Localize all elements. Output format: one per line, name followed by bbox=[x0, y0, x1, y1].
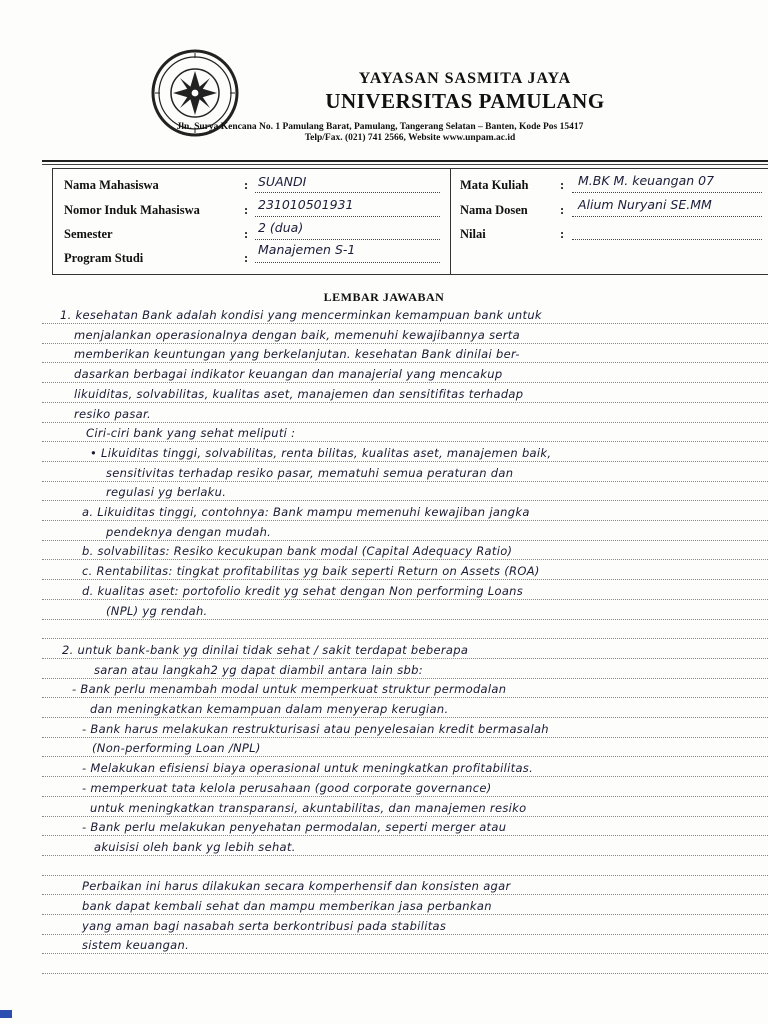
ruled-line bbox=[42, 638, 768, 639]
label-student-id: Nomor Induk Mahasiswa bbox=[64, 203, 200, 217]
answer-line: 2. untuk bank-bank yg dinilai tidak sehat / sakit terdapat beberapa bbox=[62, 642, 469, 657]
answer-line: d. kualitas aset: portofolio kredit yg sehat dengan Non performing Loans bbox=[82, 583, 524, 598]
colon: : bbox=[244, 251, 249, 265]
answer-line: (Non-performing Loan /NPL) bbox=[92, 741, 261, 756]
answer-line: Ciri-ciri bank yang sehat meliputi : bbox=[86, 426, 296, 441]
fill-line bbox=[255, 239, 440, 240]
ruled-line bbox=[42, 796, 768, 797]
value-study-program: Manajemen S-1 bbox=[258, 242, 356, 257]
ruled-line bbox=[42, 343, 768, 344]
ruled-line bbox=[42, 934, 768, 935]
ruled-line bbox=[42, 441, 768, 442]
ruled-line bbox=[42, 382, 768, 383]
answer-line: yang aman bagi nasabah serta berkontribusi pada stabilitas bbox=[82, 918, 447, 933]
value-course: M.BK M. keuangan 07 bbox=[578, 173, 715, 188]
answer-line: memberikan keuntungan yang berkelanjutan. kesehatan Bank dinilai ber- bbox=[74, 347, 520, 362]
answer-line: - Bank perlu menambah modal untuk memperkuat struktur permodalan bbox=[72, 682, 507, 697]
label-grade: Nilai bbox=[460, 227, 486, 241]
ruled-line bbox=[42, 658, 768, 659]
answer-line: pendeknya dengan mudah. bbox=[106, 524, 272, 539]
ruled-line bbox=[42, 579, 768, 580]
ruled-line bbox=[42, 540, 768, 541]
fill-line bbox=[572, 216, 762, 217]
info-box-divider bbox=[450, 168, 451, 275]
answer-line: c. Rentabilitas: tingkat profitabilitas yg baik seperti Return on Assets (ROA) bbox=[82, 564, 540, 579]
ruled-line bbox=[42, 559, 768, 560]
answer-line: resiko pasar. bbox=[74, 406, 151, 421]
ruled-line bbox=[42, 835, 768, 836]
value-student-id: 231010501931 bbox=[258, 197, 354, 212]
colon: : bbox=[244, 178, 249, 192]
answer-line: regulasi yg berlaku. bbox=[106, 485, 227, 500]
university-contact: Telp/Fax. (021) 741 2566, Website www.unpam.ac.id bbox=[304, 133, 516, 143]
answer-line: - memperkuat tata kelola perusahaan (good corporate governance) bbox=[82, 780, 492, 795]
answer-line: - Melakukan efisiensi biaya operasional untuk meningkatkan profitabilitas. bbox=[82, 761, 534, 776]
answer-line: bank dapat kembali sehat dan mampu memberikan jasa perbankan bbox=[82, 899, 492, 913]
answer-line: likuiditas, solvabilitas, kualitas aset, manajemen dan sensitifitas terhadap bbox=[74, 386, 524, 401]
ruled-line bbox=[42, 914, 768, 915]
colon: : bbox=[244, 203, 249, 217]
ruled-line bbox=[42, 894, 768, 895]
ruled-line bbox=[42, 816, 768, 817]
ruled-line bbox=[42, 481, 768, 482]
ruled-line bbox=[42, 776, 768, 777]
ruled-line bbox=[42, 717, 768, 718]
ruled-line bbox=[42, 855, 768, 856]
ruled-line bbox=[42, 756, 768, 757]
colon: : bbox=[560, 203, 565, 217]
university-address: Jln. Surya Kencana No. 1 Pamulang Barat, Pamulang, Tangerang Selatan – Banten, Kode Pos 15417 bbox=[176, 122, 584, 132]
ruled-line bbox=[42, 619, 768, 620]
label-course: Mata Kuliah bbox=[460, 178, 529, 192]
answer-line: dasarkan berbagai indikator keuangan dan manajerial yang mencakup bbox=[74, 367, 503, 382]
label-student-name: Nama Mahasiswa bbox=[64, 178, 159, 192]
ruled-line bbox=[42, 362, 768, 363]
ruled-line bbox=[42, 697, 768, 698]
ruled-line bbox=[42, 875, 768, 876]
answer-line: akuisisi oleh bank yg lebih sehat. bbox=[94, 839, 296, 854]
answer-line: a. Likuiditas tinggi, contohnya: Bank mampu memenuhi kewajiban jangka bbox=[82, 505, 530, 519]
ruled-line bbox=[42, 599, 768, 600]
answer-line: Perbaikan ini harus dilakukan secara komperhensif dan konsisten agar bbox=[82, 879, 511, 894]
value-semester: 2 (dua) bbox=[258, 220, 304, 235]
section-title: LEMBAR JAWABAN bbox=[323, 290, 445, 304]
ruled-line bbox=[42, 422, 768, 423]
ruled-line bbox=[42, 678, 768, 679]
answer-line: untuk meningkatkan transparansi, akuntabilitas, dan manajemen resiko bbox=[90, 800, 527, 815]
foundation-name: YAYASAN SASMITA JAYA bbox=[358, 70, 572, 87]
answer-area bbox=[42, 305, 768, 985]
ruled-line bbox=[42, 953, 768, 954]
ruled-line bbox=[42, 402, 768, 403]
colon: : bbox=[560, 227, 565, 241]
scan-edge-mark bbox=[0, 1010, 12, 1018]
ruled-line bbox=[42, 737, 768, 738]
fill-line bbox=[572, 192, 762, 193]
answer-line: - Bank perlu melakukan penyehatan permodalan, seperti merger atau bbox=[82, 820, 507, 835]
answer-line: 1. kesehatan Bank adalah kondisi yang mencerminkan kemampuan bank untuk bbox=[60, 308, 542, 322]
colon: : bbox=[244, 227, 249, 241]
answer-line: menjalankan operasionalnya dengan baik, memenuhi kewajibannya serta bbox=[74, 327, 520, 342]
label-semester: Semester bbox=[64, 227, 113, 241]
answer-line: - Bank harus melakukan restrukturisasi atau penyelesaian kredit bermasalah bbox=[82, 721, 549, 736]
ruled-line bbox=[42, 973, 768, 974]
fill-line bbox=[572, 239, 762, 240]
label-lecturer: Nama Dosen bbox=[460, 203, 528, 217]
answer-line: sensitivitas terhadap resiko pasar, mematuhi semua peraturan dan bbox=[106, 465, 514, 480]
fill-line bbox=[255, 262, 440, 263]
header-divider-thin bbox=[42, 164, 768, 165]
fill-line bbox=[255, 216, 440, 217]
ruled-line bbox=[42, 323, 768, 324]
colon: : bbox=[560, 178, 565, 192]
value-lecturer: Alium Nuryani SE.MM bbox=[578, 197, 712, 212]
ruled-line bbox=[42, 520, 768, 521]
answer-line: (NPL) yg rendah. bbox=[106, 603, 208, 618]
header-divider bbox=[42, 160, 768, 162]
answer-line: b. solvabilitas: Resiko kecukupan bank modal (Capital Adequacy Ratio) bbox=[82, 544, 513, 559]
label-study-program: Program Studi bbox=[64, 251, 144, 265]
answer-line: sistem keuangan. bbox=[82, 938, 190, 953]
answer-line: dan meningkatkan kemampuan dalam menyerap kerugian. bbox=[90, 702, 449, 716]
university-name: UNIVERSITAS PAMULANG bbox=[325, 89, 605, 113]
answer-line: saran atau langkah2 yg dapat diambil antara lain sbb: bbox=[94, 662, 423, 677]
fill-line bbox=[255, 192, 440, 193]
institution-header bbox=[176, 70, 720, 143]
value-student-name: SUANDI bbox=[258, 174, 307, 189]
answer-line: • Likuiditas tinggi, solvabilitas, renta bilitas, kualitas aset, manajemen baik, bbox=[90, 445, 552, 460]
ruled-line bbox=[42, 500, 768, 501]
ruled-line bbox=[42, 461, 768, 462]
